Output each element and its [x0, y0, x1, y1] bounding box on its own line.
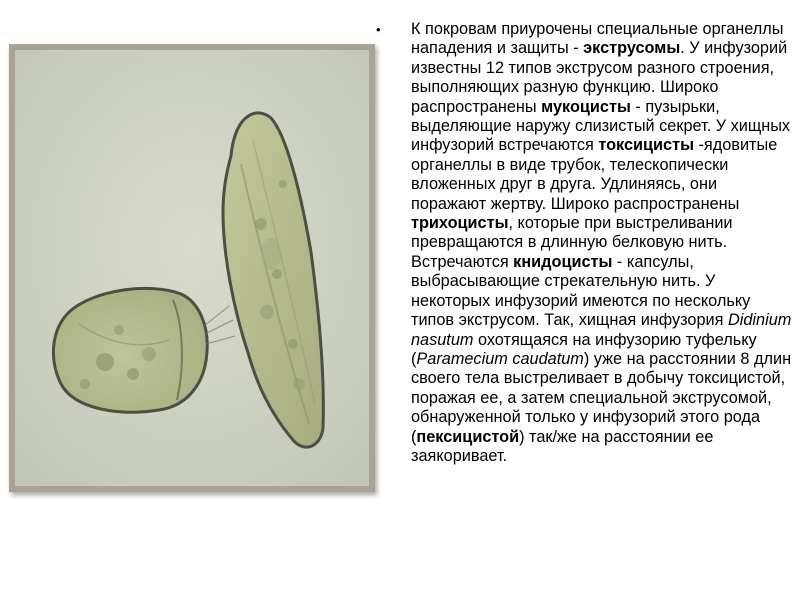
didinium-cell [53, 288, 207, 412]
text-segment: -ядовитые органеллы в виде трубок, телескопически вложенных друг в друга. Удлиняясь, они поражают жертву. Широко распространены [411, 136, 778, 213]
text-segment: охотящаяся на инфузорию туфельку ( [411, 330, 757, 368]
micrograph-frame [9, 44, 375, 492]
term-toxicysts: токсицисты [598, 136, 694, 155]
term-mucocysts: мукоцисты [541, 97, 631, 116]
bullet-marker: • [376, 22, 381, 37]
text-segment: К покровам приурочены специальные органеллы нападения и защиты - [411, 20, 784, 58]
text-segment: - пузырьки, выделяющие наружу слизистый секрет. У хищных инфузорий встречаются [411, 97, 791, 155]
species-didinium: Didinium nasutum [411, 311, 792, 349]
text-block [376, 20, 792, 466]
species-paramecium: Paramecium caudatum [416, 349, 584, 368]
ciliate-micrograph [9, 44, 375, 492]
text-segment: ) уже на расстоянии 8 длин своего тела выстреливает в добычу токсицистой, поражая ее, а затем специальной экструсомой, обнаруженной только у инфузорий этого рода ( [411, 349, 792, 446]
text-segment: . У инфузорий известны 12 типов экструсом разного строения, выполняющих разную функцию. Широко распространены [411, 39, 788, 116]
body-paragraph [411, 20, 792, 466]
term-trichocysts: трихоцисты [411, 214, 509, 233]
text-segment: - капсулы, выбрасывающие стрекательную нить. У некоторых инфузорий имеются по нескольку типов экструсом. Так, хищная инфузория [411, 252, 751, 330]
text-segment: ) так/же на расстоянии ее заякоривает. [411, 427, 714, 465]
term-extrusomes: экструсомы [583, 39, 681, 58]
term-cnidocysts: книдоцисты [513, 252, 613, 271]
term-pexicysts: пексицистой [416, 427, 520, 446]
text-segment: , которые при выстреливании превращаются в длинную белковую нить. Встречаются [411, 214, 733, 271]
